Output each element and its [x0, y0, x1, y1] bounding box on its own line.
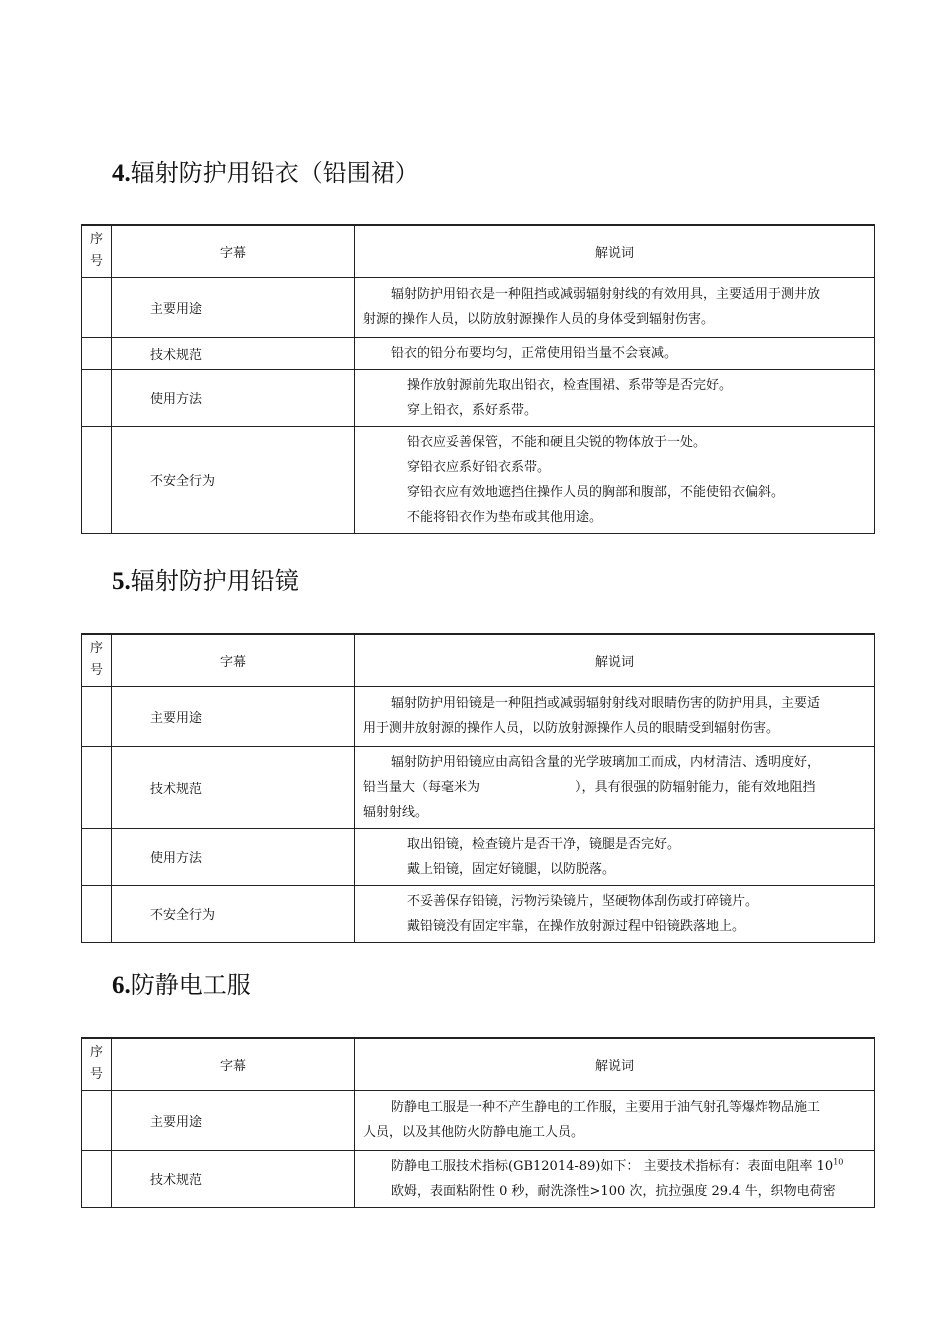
row-caption: 技术规范	[112, 746, 355, 828]
row-caption: 不安全行为	[112, 885, 355, 942]
row-seq	[82, 277, 112, 337]
table-row	[82, 885, 875, 942]
row-narration: 铅衣的铅分布要均匀，正常使用铅当量不会衰减。	[355, 337, 875, 369]
row-caption: 主要用途	[112, 1090, 355, 1150]
row-narration: 辐射防护用铅衣是一种阻挡或减弱辐射射线的有效用具，主要适用于测井放 射源的操作人员，以防放射源操作人员的身体受到辐射伤害。	[355, 277, 875, 337]
header-narration: 解说词	[355, 634, 875, 686]
table-row	[82, 426, 875, 533]
row-narration: 辐射防护用铅镜应由高铅含量的光学玻璃加工而成，内材清洁、透明度好， 铅当量大（每毫米为 ），具有很强的防辐射能力，能有效地阻挡 辐射射线。	[355, 746, 875, 828]
section-title-5: 5.辐射防护用铅镜	[112, 567, 299, 595]
section-title-6: 6.防静电工服	[112, 971, 251, 999]
row-seq	[82, 1090, 112, 1150]
header-seq: 序 号	[82, 1038, 112, 1090]
table-header-row	[82, 634, 875, 686]
header-seq: 序 号	[82, 225, 112, 277]
table-row	[82, 1090, 875, 1150]
table-lead-glasses	[81, 633, 875, 943]
row-narration: 防静电工服技术指标(GB12014-89)如下： 主要技术指标有：表面电阻率 $10^{10}$ 欧姆，表面粘附性 0 秒，耐洗涤性>100 次，抗拉强度 29.4 牛，织物电荷密	[355, 1150, 875, 1207]
table-antistatic-suit	[81, 1037, 875, 1208]
row-narration: 操作放射源前先取出铅衣，检查围裙、系带等是否完好。 穿上铅衣，系好系带。	[355, 369, 875, 426]
row-caption: 技术规范	[112, 1150, 355, 1207]
table-header-row	[82, 1038, 875, 1090]
row-caption: 不安全行为	[112, 426, 355, 533]
row-seq	[82, 337, 112, 369]
row-caption: 主要用途	[112, 686, 355, 746]
header-caption: 字幕	[112, 1038, 355, 1090]
table-row	[82, 277, 875, 337]
table-row	[82, 828, 875, 885]
section-title-4: 4.辐射防护用铅衣（铅围裙）	[112, 159, 419, 187]
table-row	[82, 369, 875, 426]
row-seq	[82, 828, 112, 885]
row-seq	[82, 686, 112, 746]
row-seq	[82, 746, 112, 828]
row-seq	[82, 1150, 112, 1207]
header-caption: 字幕	[112, 634, 355, 686]
header-narration: 解说词	[355, 225, 875, 277]
row-seq	[82, 426, 112, 533]
row-seq	[82, 885, 112, 942]
header-narration: 解说词	[355, 1038, 875, 1090]
row-narration: 不妥善保存铅镜，污物污染镜片，坚硬物体刮伤或打碎镜片。 戴铅镜没有固定牢靠，在操作放射源过程中铅镜跌落地上。	[355, 885, 875, 942]
table-row	[82, 746, 875, 828]
table-header-row	[82, 225, 875, 277]
row-caption: 使用方法	[112, 828, 355, 885]
header-seq: 序 号	[82, 634, 112, 686]
row-narration: 铅衣应妥善保管，不能和硬且尖锐的物体放于一处。 穿铅衣应系好铅衣系带。 穿铅衣应有效地遮挡住操作人员的胸部和腹部，不能使铅衣偏斜。 不能将铅衣作为垫布或其他用途。	[355, 426, 875, 533]
header-caption: 字幕	[112, 225, 355, 277]
row-narration: 辐射防护用铅镜是一种阻挡或减弱辐射射线对眼睛伤害的防护用具，主要适 用于测井放射源的操作人员，以防放射源操作人员的眼睛受到辐射伤害。	[355, 686, 875, 746]
table-row	[82, 337, 875, 369]
row-caption: 技术规范	[112, 337, 355, 369]
table-lead-apron	[81, 224, 875, 534]
row-caption: 使用方法	[112, 369, 355, 426]
table-row	[82, 1150, 875, 1207]
row-caption: 主要用途	[112, 277, 355, 337]
table-row	[82, 686, 875, 746]
row-seq	[82, 369, 112, 426]
row-narration: 取出铅镜，检查镜片是否干净，镜腿是否完好。 戴上铅镜，固定好镜腿，以防脱落。	[355, 828, 875, 885]
row-narration: 防静电工服是一种不产生静电的工作服，主要用于油气射孔等爆炸物品施工 人员，以及其他防火防静电施工人员。	[355, 1090, 875, 1150]
